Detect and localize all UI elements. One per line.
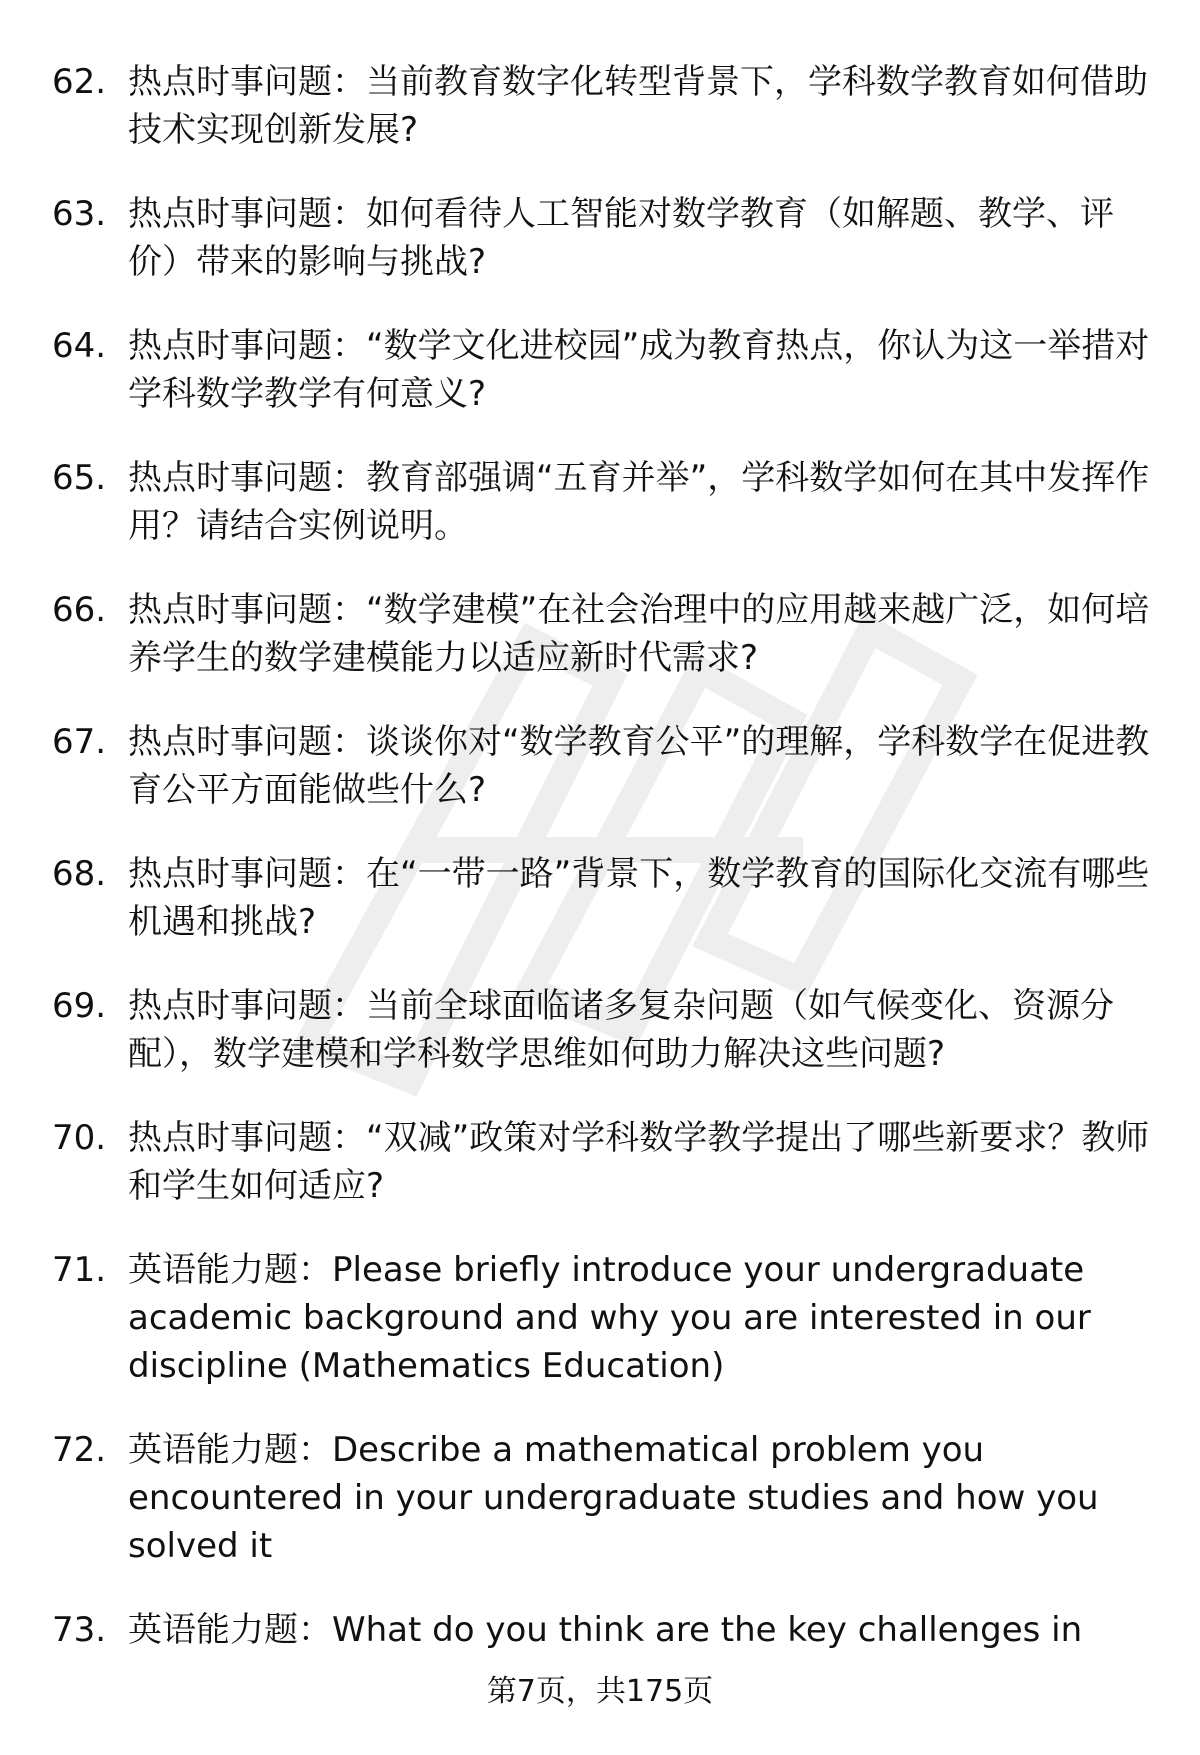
question-text bbox=[128, 718, 1152, 814]
question-content: “数学文化进校园”成为教育热点，你认为这一举措对学科数学教学有何意义? bbox=[128, 326, 1150, 414]
question-content: 教育部强调“五育并举”，学科数学如何在其中发挥作用？请结合实例说明。 bbox=[128, 458, 1150, 546]
question-category: 英语能力题： bbox=[128, 1250, 332, 1290]
list-item bbox=[52, 586, 1152, 682]
question-category: 热点时事问题： bbox=[128, 1118, 366, 1158]
question-content: “数学建模”在社会治理中的应用越来越广泛，如何培养学生的数学建模能力以适应新时代需求? bbox=[128, 590, 1150, 678]
question-number: 65. bbox=[52, 458, 107, 498]
list-item bbox=[52, 718, 1152, 814]
question-content: 谈谈你对“数学教育公平”的理解，学科数学在促进教育公平方面能做些什么? bbox=[128, 722, 1150, 810]
question-number: 71. bbox=[52, 1250, 107, 1290]
question-text bbox=[128, 1606, 1152, 1654]
list-item bbox=[52, 1114, 1152, 1210]
question-category: 英语能力题： bbox=[128, 1610, 332, 1650]
question-content: What do you think are the key challenges in bbox=[332, 1610, 1083, 1650]
question-text bbox=[128, 982, 1152, 1078]
question-number: 72. bbox=[52, 1430, 107, 1470]
question-number: 73. bbox=[52, 1610, 107, 1650]
question-text bbox=[128, 586, 1152, 682]
question-category: 热点时事问题： bbox=[128, 722, 366, 762]
question-content: 在“一带一路”背景下，数学教育的国际化交流有哪些机遇和挑战? bbox=[128, 854, 1150, 942]
question-number: 69. bbox=[52, 986, 107, 1026]
list-item bbox=[52, 1606, 1152, 1654]
question-text bbox=[128, 1246, 1152, 1390]
question-content: Please briefly introduce your undergraduate academic background and why you are interested in our discipline (Mathematics Education) bbox=[128, 1250, 1091, 1386]
question-category: 英语能力题： bbox=[128, 1430, 332, 1470]
question-content: 当前全球面临诸多复杂问题（如气候变化、资源分配），数学建模和学科数学思维如何助力解决这些问题? bbox=[128, 986, 1114, 1074]
list-item bbox=[52, 322, 1152, 418]
question-number: 62. bbox=[52, 62, 107, 102]
list-item bbox=[52, 454, 1152, 550]
question-number: 63. bbox=[52, 194, 107, 234]
question-content: Describe a mathematical problem you encountered in your undergraduate studies and how you solved it bbox=[128, 1430, 1099, 1566]
question-content: “双减”政策对学科数学教学提出了哪些新要求？教师和学生如何适应? bbox=[128, 1118, 1150, 1206]
page-number-footer: 第7页，共175页 bbox=[486, 1674, 714, 1709]
question-number: 64. bbox=[52, 326, 107, 366]
list-item bbox=[52, 1246, 1152, 1390]
question-content: 当前教育数字化转型背景下，学科数学教育如何借助技术实现创新发展? bbox=[128, 62, 1148, 150]
question-text bbox=[128, 1426, 1152, 1570]
question-category: 热点时事问题： bbox=[128, 590, 366, 630]
question-text bbox=[128, 190, 1152, 286]
question-category: 热点时事问题： bbox=[128, 854, 366, 894]
list-item bbox=[52, 190, 1152, 286]
question-category: 热点时事问题： bbox=[128, 458, 366, 498]
question-text bbox=[128, 454, 1152, 550]
question-text bbox=[128, 850, 1152, 946]
question-category: 热点时事问题： bbox=[128, 326, 366, 366]
question-category: 热点时事问题： bbox=[128, 62, 366, 102]
question-category: 热点时事问题： bbox=[128, 194, 366, 234]
question-number: 66. bbox=[52, 590, 107, 630]
question-number: 67. bbox=[52, 722, 107, 762]
list-item bbox=[52, 982, 1152, 1078]
question-text bbox=[128, 322, 1152, 418]
question-list bbox=[52, 58, 1152, 1690]
question-content: 如何看待人工智能对数学教育（如解题、教学、评价）带来的影响与挑战? bbox=[128, 194, 1114, 282]
question-text bbox=[128, 58, 1152, 154]
question-number: 68. bbox=[52, 854, 107, 894]
question-text bbox=[128, 1114, 1152, 1210]
list-item bbox=[52, 58, 1152, 154]
question-number: 70. bbox=[52, 1118, 107, 1158]
list-item bbox=[52, 1426, 1152, 1570]
list-item bbox=[52, 850, 1152, 946]
question-category: 热点时事问题： bbox=[128, 986, 366, 1026]
